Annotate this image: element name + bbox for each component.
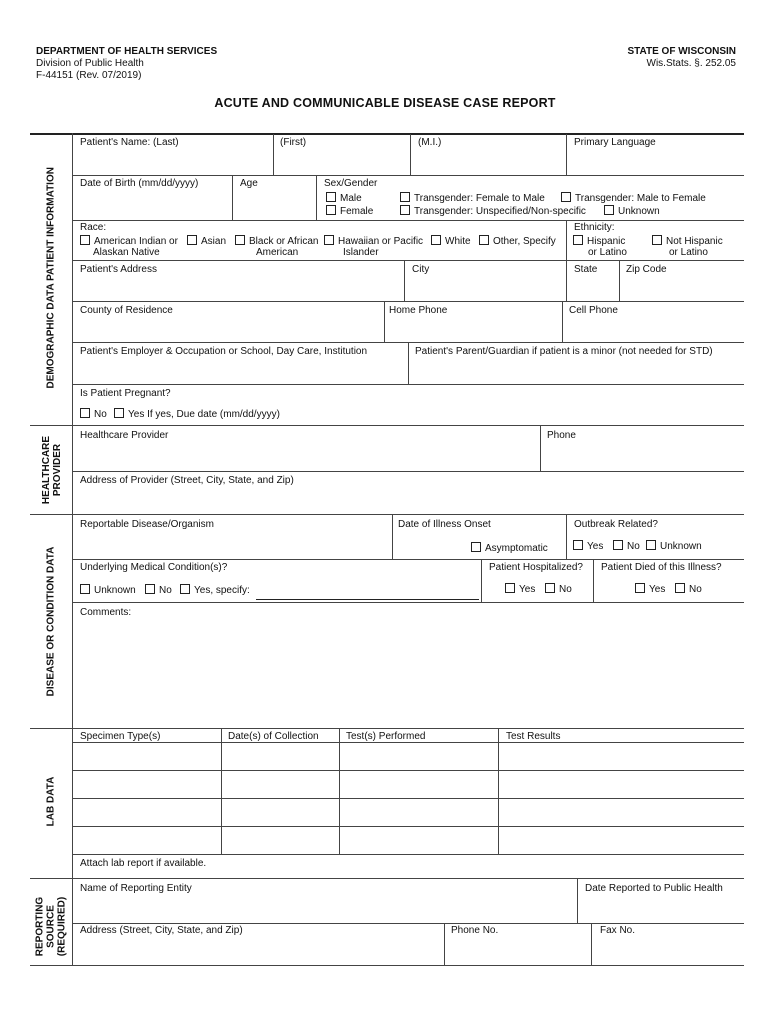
option-race-hawaiian-line2: Islander [343, 247, 379, 258]
option-hispanic[interactable] [573, 235, 625, 247]
label-pregnant: Is Patient Pregnant? [80, 388, 171, 399]
option-died-no[interactable] [675, 583, 702, 595]
state-field[interactable] [571, 278, 615, 298]
divider [73, 923, 744, 924]
option-asymptomatic[interactable] [471, 542, 548, 554]
divider [73, 260, 744, 261]
outbreak-yes-checkbox[interactable] [573, 540, 583, 550]
option-outbreak-no-label: No [627, 541, 640, 552]
label-race: Race: [80, 222, 107, 233]
lab-table-row[interactable] [74, 743, 744, 770]
divider [73, 175, 744, 176]
label-tests-performed: Test(s) Performed [346, 731, 426, 742]
option-hispanic-line2: or Latino [588, 247, 627, 258]
section-label-reporting [35, 887, 68, 967]
label-reporting-phone: Phone No. [451, 925, 499, 936]
option-outbreak-no[interactable] [613, 540, 640, 552]
option-hospitalized-yes[interactable] [505, 583, 535, 595]
label-provider-address: Address of Provider (Street, City, State, and Zip) [80, 475, 294, 486]
option-condition-yes[interactable] [180, 584, 250, 596]
first-name-field[interactable] [278, 150, 406, 172]
hospitalized-yes-checkbox[interactable] [505, 583, 515, 593]
section-label-reporting-line1: REPORTING [34, 896, 46, 957]
option-race-black-label: Black or African [249, 236, 319, 247]
divider [444, 923, 445, 965]
label-last-name: Patient's Name: (Last) [80, 137, 179, 148]
label-underlying-condition: Underlying Medical Condition(s)? [80, 562, 228, 573]
provider-phone-field[interactable] [545, 444, 739, 468]
option-outbreak-unknown[interactable] [646, 540, 702, 552]
age-field[interactable] [238, 192, 312, 216]
label-provider-phone: Phone [547, 430, 576, 441]
middle-initial-field[interactable] [415, 150, 561, 172]
separator-provider [30, 425, 744, 426]
condition-no-checkbox[interactable] [145, 584, 155, 594]
section-label-lab: LAB DATA [45, 776, 57, 827]
label-home-phone: Home Phone [389, 305, 448, 316]
divider [410, 134, 411, 175]
option-outbreak-unknown-label: Unknown [660, 541, 702, 552]
divider [73, 301, 744, 302]
option-male-label: Male [340, 193, 362, 204]
bottom-border [30, 965, 744, 966]
option-hispanic-label: Hispanic [587, 236, 626, 247]
not-hispanic-checkbox[interactable] [652, 235, 662, 245]
option-not-hispanic-line2: or Latino [669, 247, 708, 258]
label-comments: Comments: [80, 607, 132, 618]
lab-table-row[interactable] [74, 799, 744, 826]
home-phone-field[interactable] [389, 319, 558, 339]
lab-table-row[interactable] [74, 771, 744, 798]
hispanic-checkbox[interactable] [573, 235, 583, 245]
divider [232, 175, 233, 220]
label-city: City [412, 264, 430, 275]
label-zip-code: Zip Code [626, 264, 667, 275]
divider [73, 220, 744, 221]
illness-onset-field[interactable] [398, 533, 468, 555]
lab-attach-note: Attach lab report if available. [80, 858, 207, 869]
race-other-checkbox[interactable] [479, 235, 489, 245]
department-name: DEPARTMENT OF HEALTH SERVICES [36, 46, 218, 57]
label-outbreak-related: Outbreak Related? [574, 519, 658, 530]
option-female[interactable] [326, 205, 373, 217]
condition-unknown-checkbox[interactable] [80, 584, 90, 594]
race-white-checkbox[interactable] [431, 235, 441, 245]
option-male[interactable] [326, 192, 362, 204]
section-label-demographic: DEMOGRAPHIC DATA PATIENT INFORMATION [45, 167, 57, 389]
race-aian-checkbox[interactable] [80, 235, 90, 245]
trans-m-to-f-checkbox[interactable] [561, 192, 571, 202]
state-name: STATE OF WISCONSIN [627, 46, 736, 57]
divider [73, 602, 744, 603]
primary-language-field[interactable] [571, 150, 739, 172]
zip-code-field[interactable] [624, 278, 739, 298]
division-name: Division of Public Health [36, 58, 144, 69]
option-race-hawaiian[interactable] [324, 235, 423, 247]
divider [73, 384, 744, 385]
reporting-address-field[interactable] [80, 939, 440, 962]
form-title: ACUTE AND COMMUNICABLE DISEASE CASE REPORT [214, 96, 556, 110]
label-employer: Patient's Employer & Occupation or School, Day Care, Institution [80, 346, 368, 357]
option-died-yes-label: Yes [649, 584, 666, 595]
option-trans-unspecified-label: Transgender: Unspecified/Non-specific [414, 206, 586, 217]
divider [408, 342, 409, 384]
divider [566, 260, 567, 301]
race-asian-checkbox[interactable] [187, 235, 197, 245]
option-condition-yes-label: Yes, specify: [194, 585, 250, 596]
divider [593, 559, 594, 602]
divider [562, 301, 563, 342]
option-condition-unknown[interactable] [80, 584, 136, 596]
section-divider [72, 133, 73, 966]
option-race-asian[interactable] [187, 235, 226, 247]
separator-reporting [30, 878, 744, 879]
divider [619, 260, 620, 301]
label-reporting-entity: Name of Reporting Entity [80, 883, 192, 894]
label-first-name: (First) [280, 137, 307, 148]
condition-yes-checkbox[interactable] [180, 584, 190, 594]
divider [566, 514, 567, 559]
date-reported-field[interactable] [583, 897, 739, 920]
label-died: Patient Died of this Illness? [601, 562, 722, 573]
divider [384, 301, 385, 342]
label-hospitalized: Patient Hospitalized? [489, 562, 583, 573]
reporting-phone-field[interactable] [450, 939, 587, 962]
label-cell-phone: Cell Phone [569, 305, 618, 316]
patient-address-field[interactable] [80, 278, 400, 298]
label-ethnicity: Ethnicity: [574, 222, 615, 233]
label-middle-initial: (M.I.) [418, 137, 442, 148]
healthcare-provider-field[interactable] [80, 444, 536, 468]
label-collection-date: Date(s) of Collection [228, 731, 319, 742]
option-race-black[interactable] [235, 235, 318, 247]
lab-table-row[interactable] [74, 827, 744, 854]
option-race-black-line2: American [256, 247, 299, 258]
option-outbreak-yes[interactable] [573, 540, 603, 552]
race-black-checkbox[interactable] [235, 235, 245, 245]
divider [316, 175, 317, 220]
label-state: State [574, 264, 598, 275]
trans-unspecified-checkbox[interactable] [400, 205, 410, 215]
option-condition-unknown-label: Unknown [94, 585, 136, 596]
option-pregnant-yes-label: Yes If yes, Due date (mm/dd/yyyy) [128, 409, 280, 420]
divider [481, 559, 482, 602]
pregnant-yes-checkbox[interactable] [114, 408, 124, 418]
label-county: County of Residence [80, 305, 173, 316]
option-not-hispanic[interactable] [652, 235, 723, 247]
sex-unknown-checkbox[interactable] [604, 205, 614, 215]
section-label-provider-line1: HEALTHCARE [41, 435, 52, 505]
option-condition-no[interactable] [145, 584, 172, 596]
option-race-other-label: Other, Specify [493, 236, 556, 247]
city-field[interactable] [410, 278, 562, 298]
divider [591, 923, 592, 965]
last-name-field[interactable] [80, 150, 268, 172]
pregnant-no-checkbox[interactable] [80, 408, 90, 418]
reporting-entity-field[interactable] [80, 897, 573, 920]
option-race-white-label: White [445, 236, 471, 247]
option-trans-m-to-f[interactable] [561, 192, 706, 204]
asymptomatic-checkbox[interactable] [471, 542, 481, 552]
guardian-field[interactable] [414, 360, 739, 380]
option-race-hawaiian-label: Hawaiian or Pacific [338, 236, 424, 247]
option-outbreak-yes-label: Yes [587, 541, 604, 552]
option-female-label: Female [340, 206, 374, 217]
race-hawaiian-checkbox[interactable] [324, 235, 334, 245]
section-label-reporting-line2: SOURCE [45, 905, 57, 948]
option-hospitalized-no[interactable] [545, 583, 572, 595]
option-race-aian-label: American Indian or [94, 236, 178, 247]
option-condition-no-label: No [159, 585, 172, 596]
option-trans-unspecified[interactable] [400, 205, 586, 217]
divider [73, 559, 744, 560]
option-pregnant-yes[interactable] [114, 408, 280, 420]
section-label-provider [41, 430, 63, 510]
option-pregnant-no-label: No [94, 409, 107, 420]
option-race-aian[interactable] [80, 235, 178, 247]
option-asymptomatic-label: Asymptomatic [485, 543, 548, 554]
top-border [30, 133, 744, 135]
option-not-hispanic-label: Not Hispanic [666, 236, 723, 247]
comments-field[interactable] [80, 622, 739, 724]
female-checkbox[interactable] [326, 205, 336, 215]
option-race-aian-line2: Alaskan Native [93, 247, 160, 258]
divider [392, 514, 393, 559]
died-no-checkbox[interactable] [675, 583, 685, 593]
divider [273, 134, 274, 175]
separator-disease [30, 514, 744, 515]
label-date-reported: Date Reported to Public Health [585, 883, 723, 894]
label-patient-address: Patient's Address [80, 264, 157, 275]
label-sex-gender: Sex/Gender [324, 178, 378, 189]
label-specimen-type: Specimen Type(s) [80, 731, 161, 742]
option-trans-f-to-m-label: Transgender: Female to Male [414, 193, 545, 204]
employer-field[interactable] [80, 360, 404, 380]
label-test-results: Test Results [506, 731, 561, 742]
divider [566, 134, 567, 175]
section-label-disease: DISEASE OR CONDITION DATA [45, 546, 57, 697]
option-trans-f-to-m[interactable] [400, 192, 545, 204]
separator-lab [30, 728, 744, 729]
label-reporting-fax: Fax No. [600, 925, 636, 936]
label-age: Age [240, 178, 258, 189]
date-of-birth-field[interactable] [80, 192, 228, 216]
label-healthcare-provider: Healthcare Provider [80, 430, 169, 441]
option-trans-m-to-f-label: Transgender: Male to Female [575, 193, 706, 204]
divider [566, 220, 567, 260]
outbreak-unknown-checkbox[interactable] [646, 540, 656, 550]
died-yes-checkbox[interactable] [635, 583, 645, 593]
male-checkbox[interactable] [326, 192, 336, 202]
label-illness-onset: Date of Illness Onset [398, 519, 491, 530]
option-hospitalized-no-label: No [559, 584, 572, 595]
divider [540, 425, 541, 471]
county-field[interactable] [80, 319, 380, 339]
hospitalized-no-checkbox[interactable] [545, 583, 555, 593]
specify-condition-field[interactable] [256, 599, 479, 600]
section-label-reporting-line3: (REQUIRED) [56, 896, 68, 957]
divider [577, 878, 578, 923]
label-date-of-birth: Date of Birth (mm/dd/yyyy) [80, 178, 199, 189]
option-race-white[interactable] [431, 235, 471, 247]
option-race-other[interactable] [479, 235, 556, 247]
option-died-no-label: No [689, 584, 702, 595]
divider [73, 471, 744, 472]
divider [404, 260, 405, 301]
statute-reference: Wis.Stats. §. 252.05 [646, 58, 736, 69]
reporting-fax-field[interactable] [597, 939, 739, 962]
option-hospitalized-yes-label: Yes [519, 584, 536, 595]
outbreak-no-checkbox[interactable] [613, 540, 623, 550]
section-label-provider-line2: PROVIDER [52, 443, 63, 497]
option-died-yes[interactable] [635, 583, 665, 595]
form-number: F-44151 (Rev. 07/2019) [36, 70, 142, 81]
reportable-disease-field[interactable] [80, 533, 388, 555]
option-sex-unknown[interactable] [604, 205, 660, 217]
divider [73, 854, 744, 855]
trans-f-to-m-checkbox[interactable] [400, 192, 410, 202]
label-guardian: Patient's Parent/Guardian if patient is a minor (not needed for STD) [415, 346, 713, 357]
provider-address-field[interactable] [80, 489, 739, 511]
label-reportable-disease: Reportable Disease/Organism [80, 519, 214, 530]
label-reporting-address: Address (Street, City, State, and Zip) [80, 925, 243, 936]
label-primary-language: Primary Language [574, 137, 656, 148]
option-pregnant-no[interactable] [80, 408, 107, 420]
cell-phone-field[interactable] [567, 319, 739, 339]
option-race-asian-label: Asian [201, 236, 227, 247]
option-sex-unknown-label: Unknown [618, 206, 660, 217]
